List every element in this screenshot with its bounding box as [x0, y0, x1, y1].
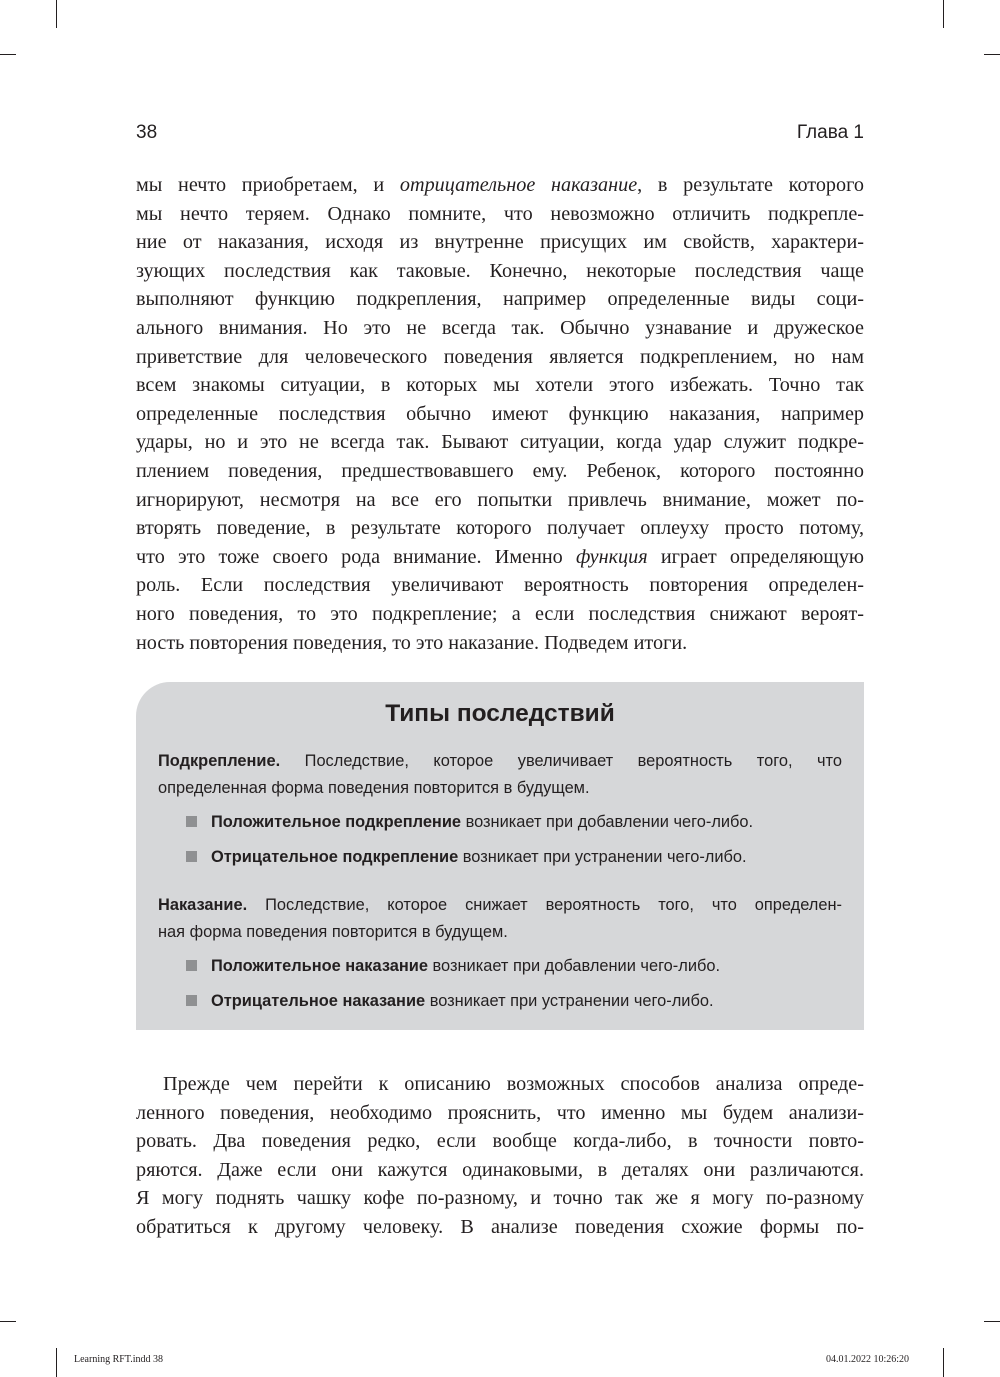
text-line: мы нечто теряем. Однако помните, что невозможно отличить подкрепле- — [136, 202, 864, 225]
reinforcement-definition: Подкрепление. Последствие, которое увеличивает вероятность того, что определенная форма поведения повторится в будущем. — [158, 752, 842, 797]
text-line: ленного поведения, необходимо прояснить, что именно мы будем анализи- — [136, 1101, 864, 1124]
text-line: плением поведения, предшествовавшего ему. Ребенок, которого постоянно — [136, 459, 864, 482]
text-line: обратиться к другому человеку. В анализе поведения схожие формы по- — [136, 1215, 864, 1238]
running-head — [136, 122, 864, 150]
crop-mark — [984, 1321, 1000, 1322]
paragraph-1 — [136, 171, 864, 657]
text-line: всем знакомы ситуации, в которых мы хотели этого избежать. Точно так — [136, 374, 864, 397]
square-bullet-icon — [186, 960, 197, 971]
text-line: ние от наказания, исходя из внутренне присущих им свойств, характери- — [136, 231, 864, 254]
list-item: Положительное подкрепление возникает при добавлении чего-либо. — [186, 809, 753, 836]
text-line: ального внимания. Но это не всегда так. Обычно узнавание и дружеское — [136, 316, 864, 339]
crop-mark — [984, 54, 1000, 55]
square-bullet-icon — [186, 851, 197, 862]
text-line: приветствие для человеческого поведения является подкреплением, но нам — [136, 345, 864, 368]
list-item: Отрицательное подкрепление возникает при устранении чего-либо. — [186, 844, 747, 871]
slug-file: Learning RFT.indd 38 — [74, 1354, 163, 1365]
box-title: Типы последствий — [385, 700, 615, 727]
text-line: Я могу поднять чашку кофе по-разному, и точно так же я могу по-разному — [136, 1187, 864, 1210]
text-line: ного поведения, то это подкрепление; а если последствия снижают вероят- — [136, 602, 864, 625]
italic-term: отрицательное наказание — [399, 174, 638, 196]
text-line: Прежде чем перейти к описанию возможных способов анализа опреде- — [163, 1073, 864, 1095]
text-line: ность повторения поведения, то это наказание. Подведем итоги. — [136, 631, 688, 654]
crop-mark — [0, 54, 16, 55]
page-number: 38 — [136, 122, 158, 143]
text-line: ровать. Два поведения редко, если вообще когда-либо, в точности повто- — [136, 1130, 864, 1153]
list-item: Отрицательное наказание возникает при устранении чего-либо. — [186, 988, 714, 1015]
square-bullet-icon — [186, 816, 197, 827]
text-line: мы нечто приобретаем, и отрицательное наказание, в результате которого — [136, 174, 864, 196]
list-item: Положительное наказание возникает при добавлении чего-либо. — [186, 953, 720, 980]
slug-datetime: 04.01.2022 10:26:20 — [826, 1354, 910, 1365]
text-line: игнорируют, несмотря на все его попытки привлечь внимание, может по- — [136, 488, 864, 511]
text-line: вторять поведение, в результате которого получает оплеуху просто потому, — [136, 517, 864, 540]
reinforcement-term: Подкрепление. — [158, 752, 281, 770]
text-line: роль. Если последствия увеличивают вероятность повторения определен- — [136, 574, 864, 597]
chapter-title: Глава 1 — [796, 122, 864, 143]
square-bullet-icon — [186, 995, 197, 1006]
text-line: определенные последствия обычно имеют функцию наказания, например — [136, 402, 864, 425]
punishment-term: Наказание. — [158, 896, 248, 914]
paragraph-2 — [136, 1070, 864, 1242]
italic-term: функция — [575, 545, 648, 568]
punishment-definition: Наказание. Последствие, которое снижает вероятность того, что определен- ная форма поведения повторится в будущем. — [158, 896, 842, 941]
crop-mark — [943, 0, 944, 28]
crop-mark — [0, 1321, 16, 1322]
crop-mark — [56, 0, 57, 28]
text-line: выполняют функцию подкрепления, например определенные виды соци- — [136, 288, 864, 311]
summary-box — [136, 682, 864, 1030]
text-line: удары, но и это не всегда так. Бывают ситуации, когда удар служит подкре- — [136, 431, 864, 454]
text-line: зующих последствия как таковые. Конечно, некоторые последствия чаще — [136, 259, 864, 282]
crop-mark — [943, 1348, 944, 1377]
crop-mark — [56, 1348, 57, 1377]
text-line: ряются. Даже если они кажутся одинаковыми, в деталях они различаются. — [136, 1158, 864, 1181]
text-line: что это тоже своего рода внимание. Именно функция играет определяющую — [136, 545, 865, 568]
